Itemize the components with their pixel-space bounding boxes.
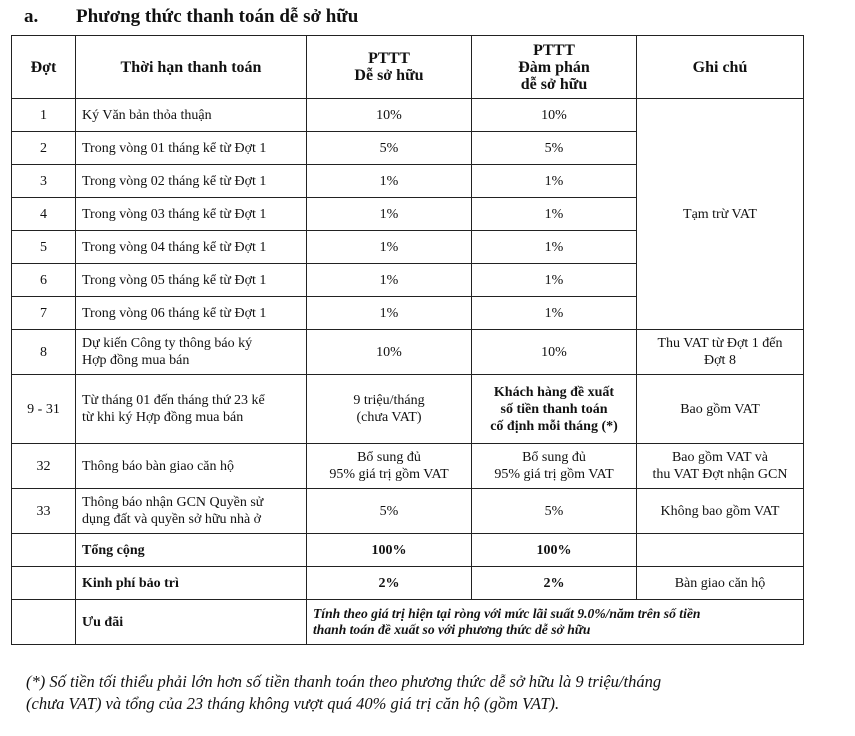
row-pttt1: 1% — [307, 165, 472, 198]
preference-label: Ưu đãi — [76, 600, 307, 645]
total-pttt1: 100% — [307, 534, 472, 567]
section-heading — [24, 6, 358, 28]
maintenance-label: Kinh phí bảo trì — [76, 567, 307, 600]
footnote-line1: (*) Số tiền tối thiểu phải lớn hơn số tiền thanh toán theo phương thức dễ sở hữu là 9 triệu/tháng — [26, 672, 662, 691]
row-note-line2: thu VAT Đợt nhận GCN — [652, 467, 788, 482]
row-pttt1: 10% — [307, 330, 472, 375]
row-dot: 32 — [12, 444, 76, 489]
header-pttt1 — [307, 36, 472, 99]
row-pttt2: 1% — [472, 198, 637, 231]
table-row-9-31 — [12, 375, 804, 444]
table-row-33 — [12, 489, 804, 534]
total-row — [12, 534, 804, 567]
row-dot: 5 — [12, 231, 76, 264]
maintenance-pttt2: 2% — [472, 567, 637, 600]
row-pttt2 — [472, 375, 637, 444]
row-pttt2-line1: Khách hàng đề xuất — [493, 384, 615, 400]
row-pttt1-line1: 9 triệu/tháng — [353, 393, 425, 408]
row-thoihan — [76, 330, 307, 375]
header-ghichu: Ghi chú — [637, 36, 804, 99]
row-thoihan: Trong vòng 04 tháng kể từ Đợt 1 — [76, 231, 307, 264]
row-thoihan-line1: Dự kiến Công ty thông báo ký — [82, 336, 253, 351]
maintenance-note: Bàn giao căn hộ — [637, 567, 804, 600]
total-dot — [12, 534, 76, 567]
row-thoihan: Trong vòng 06 tháng kể từ Đợt 1 — [76, 297, 307, 330]
preference-text — [307, 600, 804, 645]
header-thoihan: Thời hạn thanh toán — [76, 36, 307, 99]
row-pttt2-line3: cố định mỗi tháng (*) — [490, 418, 618, 434]
section-title: Phương thức thanh toán dễ sở hữu — [76, 6, 359, 27]
header-pttt2-line2: Đàm phán — [518, 58, 590, 76]
row-pttt2: 10% — [472, 99, 637, 132]
row-thoihan-line2: Hợp đồng mua bán — [82, 353, 190, 368]
row-dot: 8 — [12, 330, 76, 375]
row-pttt2 — [472, 444, 637, 489]
row-pttt2: 1% — [472, 165, 637, 198]
row-dot: 4 — [12, 198, 76, 231]
header-row — [12, 36, 804, 99]
footnote — [26, 671, 826, 715]
row-pttt2-line2: số tiền thanh toán — [500, 401, 608, 417]
preference-row — [12, 600, 804, 645]
row-pttt2: 5% — [472, 489, 637, 534]
total-pttt2: 100% — [472, 534, 637, 567]
header-dot: Đợt — [12, 36, 76, 99]
preference-dot — [12, 600, 76, 645]
row-thoihan: Ký Văn bản thỏa thuận — [76, 99, 307, 132]
row-thoihan: Trong vòng 02 tháng kể từ Đợt 1 — [76, 165, 307, 198]
header-pttt1-line2: Dễ sở hữu — [354, 67, 424, 84]
row-pttt1: 10% — [307, 99, 472, 132]
row-note-line1: Bao gồm VAT và — [671, 450, 769, 465]
row-pttt1: 1% — [307, 198, 472, 231]
header-pttt2-line3: dễ sở hữu — [520, 75, 588, 93]
row-pttt2: 1% — [472, 297, 637, 330]
maintenance-pttt1: 2% — [307, 567, 472, 600]
row-pttt2: 5% — [472, 132, 637, 165]
row-pttt1: 5% — [307, 132, 472, 165]
maintenance-dot — [12, 567, 76, 600]
row-dot: 7 — [12, 297, 76, 330]
total-label: Tổng cộng — [76, 534, 307, 567]
row-dot: 9 - 31 — [12, 375, 76, 444]
header-pttt2-line1: PTTT — [533, 41, 575, 59]
row-thoihan — [76, 489, 307, 534]
row-thoihan-line2: từ khi ký Hợp đồng mua bán — [82, 410, 244, 425]
header-pttt1-line1: PTTT — [368, 50, 410, 67]
row-thoihan-line1: Thông báo nhận GCN Quyền sử — [82, 495, 264, 510]
row-pttt1: 1% — [307, 231, 472, 264]
table-row-8 — [12, 330, 804, 375]
row-pttt1-line2: (chưa VAT) — [356, 410, 422, 425]
footnote-line2: (chưa VAT) và tổng của 23 tháng không vượt quá 40% giá trị căn hộ (gồm VAT). — [26, 694, 560, 713]
row-pttt1-line1: Bổ sung đủ — [357, 450, 421, 465]
row-thoihan: Thông báo bàn giao căn hộ — [76, 444, 307, 489]
row-pttt2-line1: Bổ sung đủ — [522, 450, 586, 465]
row-note: Bao gồm VAT — [637, 375, 804, 444]
row-dot: 2 — [12, 132, 76, 165]
row-thoihan — [76, 375, 307, 444]
maintenance-row — [12, 567, 804, 600]
row-pttt1: 1% — [307, 297, 472, 330]
row-pttt1 — [307, 444, 472, 489]
row-dot: 3 — [12, 165, 76, 198]
row-note-line2: Đợt 8 — [704, 353, 736, 368]
table-row-32 — [12, 444, 804, 489]
row-thoihan: Trong vòng 03 tháng kể từ Đợt 1 — [76, 198, 307, 231]
row-note: Không bao gồm VAT — [637, 489, 804, 534]
total-note — [637, 534, 804, 567]
row-note-line1: Thu VAT từ Đợt 1 đến — [657, 336, 783, 351]
row-thoihan-line2: dụng đất và quyền sở hữu nhà ở — [82, 512, 262, 527]
row-pttt1: 1% — [307, 264, 472, 297]
row-pttt2-line2: 95% giá trị gồm VAT — [494, 467, 614, 482]
row-thoihan: Trong vòng 05 tháng kể từ Đợt 1 — [76, 264, 307, 297]
row-thoihan-line1: Từ tháng 01 đến tháng thứ 23 kể — [82, 393, 265, 408]
note-tam-tru-vat: Tạm trừ VAT — [637, 99, 804, 330]
row-pttt2: 1% — [472, 264, 637, 297]
row-dot: 6 — [12, 264, 76, 297]
section-letter: a. — [24, 6, 39, 27]
row-pttt1: 5% — [307, 489, 472, 534]
row-dot: 1 — [12, 99, 76, 132]
table-row — [12, 99, 804, 132]
row-thoihan: Trong vòng 01 tháng kể từ Đợt 1 — [76, 132, 307, 165]
row-note — [637, 330, 804, 375]
preference-text-line1: Tính theo giá trị hiện tại ròng với mức lãi suất 9.0%/năm trên số tiền — [313, 606, 701, 621]
row-dot: 33 — [12, 489, 76, 534]
payment-table — [11, 35, 804, 645]
row-pttt1-line2: 95% giá trị gồm VAT — [329, 467, 449, 482]
row-pttt2: 10% — [472, 330, 637, 375]
preference-text-line2: thanh toán đề xuất so với phương thức dễ sở hữu — [313, 622, 591, 637]
row-pttt2: 1% — [472, 231, 637, 264]
row-pttt1 — [307, 375, 472, 444]
row-note — [637, 444, 804, 489]
header-pttt2 — [472, 36, 637, 99]
